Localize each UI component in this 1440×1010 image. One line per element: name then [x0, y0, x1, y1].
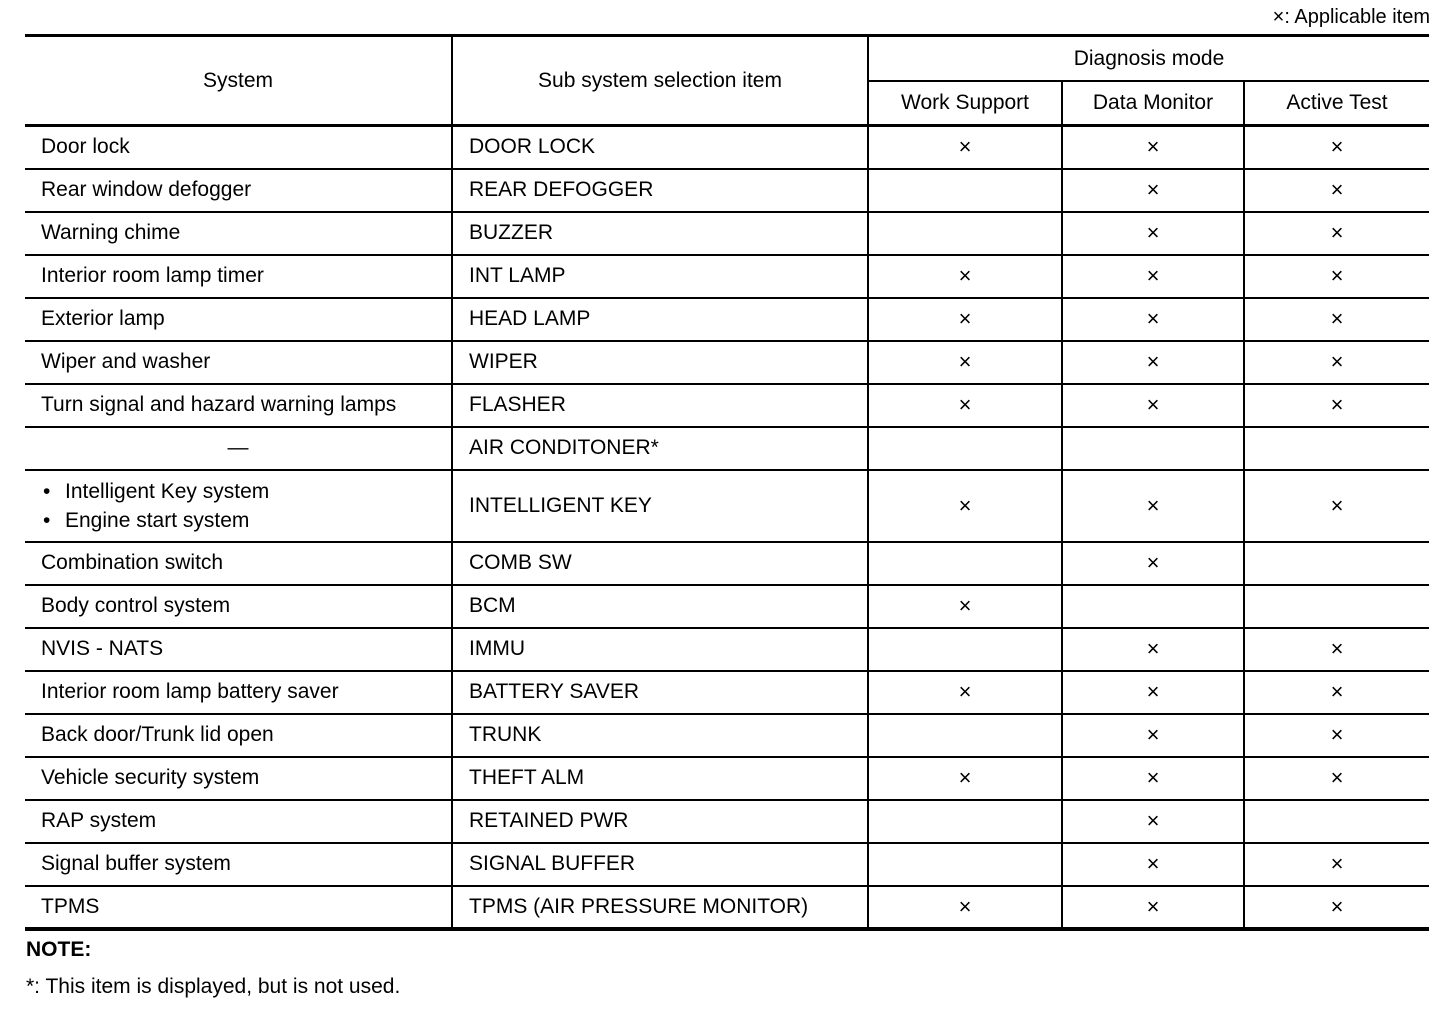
system-cell: Interior room lamp battery saver — [25, 671, 452, 714]
active-test-mark: × — [1244, 255, 1429, 298]
diagnosis-mode-table — [25, 34, 1429, 931]
data-monitor-mark: × — [1062, 757, 1244, 800]
active-test-mark: × — [1244, 671, 1429, 714]
system-cell: Body control system — [25, 585, 452, 628]
work-support-mark — [868, 212, 1062, 255]
data-monitor-mark — [1062, 427, 1244, 470]
system-cell: — — [25, 427, 452, 470]
system-cell: Combination switch — [25, 542, 452, 585]
table-header — [25, 36, 1429, 126]
system-cell: Exterior lamp — [25, 298, 452, 341]
active-test-mark: × — [1244, 628, 1429, 671]
table-row — [25, 671, 1429, 714]
sub-system-cell: INT LAMP — [452, 255, 868, 298]
system-cell: Wiper and washer — [25, 341, 452, 384]
data-monitor-mark: × — [1062, 714, 1244, 757]
work-support-mark — [868, 427, 1062, 470]
active-test-mark: × — [1244, 212, 1429, 255]
table-row — [25, 757, 1429, 800]
data-monitor-mark: × — [1062, 255, 1244, 298]
header-active-test: Active Test — [1286, 91, 1388, 114]
table-row — [25, 255, 1429, 298]
work-support-mark: × — [868, 255, 1062, 298]
list-item: • Engine start system — [41, 506, 451, 535]
data-monitor-mark: × — [1062, 671, 1244, 714]
work-support-mark: × — [868, 585, 1062, 628]
header-work-support: Work Support — [868, 81, 1062, 126]
table-row — [25, 212, 1429, 255]
data-monitor-mark: × — [1062, 169, 1244, 212]
work-support-mark — [868, 843, 1062, 886]
data-monitor-mark: × — [1062, 212, 1244, 255]
sub-system-cell: BATTERY SAVER — [452, 671, 868, 714]
work-support-mark: × — [868, 470, 1062, 542]
active-test-mark: × — [1244, 757, 1429, 800]
table-row — [25, 298, 1429, 341]
data-monitor-mark: × — [1062, 542, 1244, 585]
table-row — [25, 470, 1429, 542]
data-monitor-mark: × — [1062, 628, 1244, 671]
sub-system-cell: REAR DEFOGGER — [452, 169, 868, 212]
active-test-mark: × — [1244, 843, 1429, 886]
table-row — [25, 384, 1429, 427]
sub-system-cell: IMMU — [452, 628, 868, 671]
data-monitor-mark: × — [1062, 298, 1244, 341]
system-cell: Turn signal and hazard warning lamps — [25, 384, 452, 427]
work-support-mark — [868, 169, 1062, 212]
system-cell: Interior room lamp timer — [25, 255, 452, 298]
system-cell: Signal buffer system — [25, 843, 452, 886]
system-cell — [25, 470, 452, 542]
system-cell: NVIS - NATS — [25, 628, 452, 671]
header-data-monitor: Data Monitor — [1062, 81, 1244, 126]
system-cell: Door lock — [25, 126, 452, 169]
table-row — [25, 341, 1429, 384]
work-support-mark: × — [868, 671, 1062, 714]
work-support-mark: × — [868, 757, 1062, 800]
header-diagnosis-mode: Diagnosis mode — [868, 36, 1429, 82]
system-cell: RAP system — [25, 800, 452, 843]
sub-system-cell: WIPER — [452, 341, 868, 384]
table-row — [25, 585, 1429, 628]
sub-system-cell: INTELLIGENT KEY — [452, 470, 868, 542]
active-test-mark — [1244, 585, 1429, 628]
work-support-mark — [868, 800, 1062, 843]
active-test-mark: × — [1244, 341, 1429, 384]
sub-system-cell: RETAINED PWR — [452, 800, 868, 843]
data-monitor-mark: × — [1062, 126, 1244, 169]
sub-system-cell: TPMS (AIR PRESSURE MONITOR) — [452, 886, 868, 929]
active-test-mark: × — [1244, 714, 1429, 757]
system-cell: Warning chime — [25, 212, 452, 255]
work-support-mark — [868, 628, 1062, 671]
active-test-mark: × — [1244, 470, 1429, 542]
active-test-mark — [1244, 800, 1429, 843]
sub-system-cell: COMB SW — [452, 542, 868, 585]
table-row — [25, 169, 1429, 212]
data-monitor-mark: × — [1062, 470, 1244, 542]
header-sub-system: Sub system selection item — [452, 36, 868, 126]
data-monitor-mark: × — [1062, 886, 1244, 929]
data-monitor-mark: × — [1062, 800, 1244, 843]
work-support-mark: × — [868, 126, 1062, 169]
table-row — [25, 427, 1429, 470]
system-cell: TPMS — [25, 886, 452, 929]
table-row — [25, 714, 1429, 757]
table-row — [25, 843, 1429, 886]
sub-system-cell: THEFT ALM — [452, 757, 868, 800]
work-support-mark: × — [868, 341, 1062, 384]
work-support-mark: × — [868, 298, 1062, 341]
sub-system-cell: BCM — [452, 585, 868, 628]
sub-system-cell: AIR CONDITONER* — [452, 427, 868, 470]
work-support-mark — [868, 714, 1062, 757]
work-support-mark: × — [868, 384, 1062, 427]
table-row — [25, 800, 1429, 843]
system-cell: Rear window defogger — [25, 169, 452, 212]
active-test-mark: × — [1244, 169, 1429, 212]
data-monitor-mark: × — [1062, 341, 1244, 384]
active-test-mark: × — [1244, 384, 1429, 427]
table-body — [25, 126, 1429, 929]
applicable-item-legend: ×: Applicable item — [1272, 6, 1430, 28]
active-test-mark: × — [1330, 134, 1344, 160]
work-support-mark — [868, 542, 1062, 585]
system-bullet-list — [41, 477, 451, 535]
active-test-mark — [1244, 542, 1429, 585]
system-cell: Back door/Trunk lid open — [25, 714, 452, 757]
work-support-mark: × — [868, 886, 1062, 929]
sub-system-cell: DOOR LOCK — [452, 126, 868, 169]
data-monitor-mark — [1062, 585, 1244, 628]
table-row — [25, 886, 1429, 929]
sub-system-cell: HEAD LAMP — [452, 298, 868, 341]
sub-system-cell: TRUNK — [452, 714, 868, 757]
table-row — [25, 628, 1429, 671]
data-monitor-mark: × — [1062, 384, 1244, 427]
note-title: NOTE: — [26, 938, 92, 961]
sub-system-cell: SIGNAL BUFFER — [452, 843, 868, 886]
table-row — [25, 542, 1429, 585]
header-system: System — [25, 36, 452, 126]
note-text: *: This item is displayed, but is not used. — [26, 975, 401, 998]
data-monitor-mark: × — [1062, 843, 1244, 886]
sub-system-cell: BUZZER — [452, 212, 868, 255]
active-test-mark — [1244, 427, 1429, 470]
table-row — [25, 126, 1429, 169]
system-cell: Vehicle security system — [25, 757, 452, 800]
active-test-mark: × — [1244, 886, 1429, 929]
active-test-mark: × — [1244, 298, 1429, 341]
sub-system-cell: FLASHER — [452, 384, 868, 427]
list-item: • Intelligent Key system — [41, 477, 451, 506]
